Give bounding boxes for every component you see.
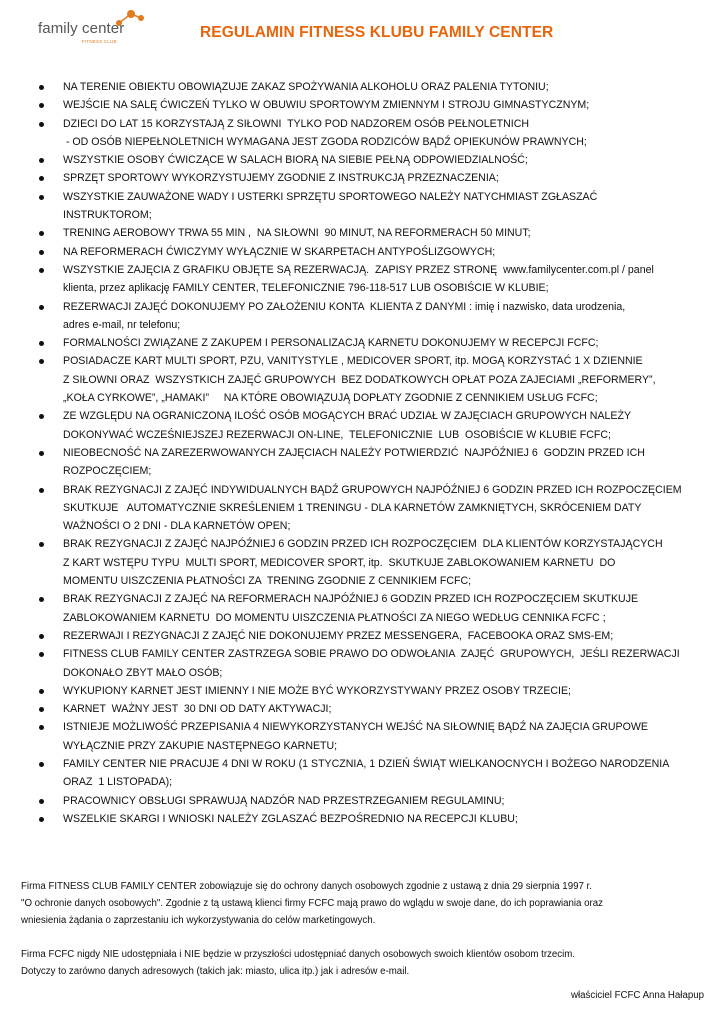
rule-item [35, 444, 701, 481]
rule-item [35, 352, 701, 407]
privacy-line: Firma FCFC nigdy NIE udostępniała i NIE będzie w przyszłości udostępniać danych osobowych swoich klientów osobom trzecim. [21, 949, 576, 960]
rule-text: WYŁĄCZNIE PRZY ZAKUPIE NASTĘPNEGO KARNETU; [63, 739, 338, 752]
rule-item [35, 188, 701, 225]
rule-item [35, 627, 701, 645]
rule-text: DOKONYWAĆ WCZEŚNIEJSZEJ REZERWACJI ON-LINE, TELEFONICZNIE LUB OSOBIŚCIE W KLUBIE FCFC; [63, 428, 611, 441]
privacy-notice [21, 878, 711, 980]
rule-item [35, 792, 701, 810]
rule-item [35, 78, 701, 96]
rule-text: ORAZ 1 LISTOPADA); [63, 776, 173, 789]
rule-text: BRAK REZYGNACJI Z ZAJĘĆ INDYWIDUALNYCH BĄDŹ GRUPOWYCH NAJPÓŹNIEJ 6 GODZIN PRZED ICH ROZPOCZĘCIEM [63, 483, 682, 496]
rule-text: Z KART WSTĘPU TYPU MULTI SPORT, MEDICOVER SPORT, itp. SKUTKUJE ZABLOKOWANIEM KARNETU DO [63, 556, 616, 569]
page-title: REGULAMIN FITNESS KLUBU FAMILY CENTER [200, 24, 554, 41]
logo-text: family center [38, 20, 125, 37]
rule-text: WAŻNOŚCI O 2 DNI - DLA KARNETÓW OPEN; [63, 520, 291, 533]
rule-text: ROZPOCZĘCIEM; [63, 465, 152, 478]
rule-text: NIEOBECNOŚĆ NA ZAREZERWOWANYCH ZAJĘCIACH NALEŻY POTWIERDZIĆ NAJPÓŹNIEJ 6 GODZIN PRZED ICH [63, 446, 645, 459]
rule-text: REZERWACJI ZAJĘĆ DOKONUJEMY PO ZAŁOŻENIU KONTA KLIENTA Z DANYMI : imię i nazwisko, data urodzenia, [63, 300, 626, 313]
rule-item [35, 224, 701, 242]
rule-item [35, 169, 701, 187]
rule-text: POSIADACZE KART MULTI SPORT, PZU, VANITYSTYLE , MEDICOVER SPORT, itp. MOGĄ KORZYSTAĆ 1 X DZIENNIE [63, 355, 643, 368]
rule-item [35, 481, 701, 536]
rule-text: INSTRUKTOROM; [63, 209, 152, 222]
rule-text: WSZELKIE SKARGI I WNIOSKI NALEŻY ZGLASZAĆ BEZPOŚREDNIO NA RECEPCJI KLUBU; [63, 812, 518, 825]
rule-text: TRENING AEROBOWY TRWA 55 MIN , NA SIŁOWNI 90 MINUT, NA REFORMERACH 50 MINUT; [63, 227, 531, 240]
rule-text: FAMILY CENTER NIE PRACUJE 4 DNI W ROKU (1 STYCZNIA, 1 DZIEŃ ŚWIĄT WIELKANOCNYCH I BOŻEGO NARODZENIA [63, 757, 670, 770]
rule-item [35, 334, 701, 352]
rule-text: ZE WZGLĘDU NA OGRANICZONĄ ILOŚĆ OSÓB MOGĄCYCH BRAĆ UDZIAŁ W ZAJĘCIACH GRUPOWYCH NALEŻY [63, 410, 632, 423]
rule-text: PRACOWNICY OBSŁUGI SPRAWUJĄ NADZÓR NAD PRZESTRZEGANIEM REGULAMINU; [63, 794, 505, 807]
rule-text: - OD OSÓB NIEPEŁNOLETNICH WYMAGANA JEST ZGODA RODZICÓW BĄDŹ OPIEKUNÓW PRAWNYCH; [63, 135, 587, 148]
rule-text: ISTNIEJE MOŻLIWOŚĆ PRZEPISANIA 4 NIEWYKORZYSTANYCH WEJŚĆ NA SIŁOWNIĘ BĄDŹ NA ZAJĘCIA GRUPOWE [63, 721, 648, 734]
rule-text: WSZYSTKIE ZAJĘCIA Z GRAFIKU OBJĘTE SĄ REZERWACJĄ. ZAPISY PRZEZ STRONĘ www.familycenter.com.pl / panel [63, 263, 654, 276]
rule-text: SKUTKUJE AUTOMATYCZNIE SKREŚLENIEM 1 TRENINGU - DLA KARNETÓW ZAMKNIĘTYCH, SKRÓCENIEM DATY [63, 501, 642, 514]
rule-item [35, 243, 701, 261]
rule-text: Z SIŁOWNI ORAZ WSZYSTKICH ZAJĘĆ GRUPOWYCH BEZ DODATKOWYCH OPŁAT POZA ZAJECIAMI „REFORMERY”, [63, 373, 656, 386]
rule-item [35, 298, 701, 335]
rule-item [35, 151, 701, 169]
signature: właściciel FCFC Anna Hałapup [571, 990, 704, 1001]
rule-item [35, 96, 701, 114]
rule-item [35, 407, 701, 444]
logo [38, 8, 148, 48]
rule-text: FITNESS CLUB FAMILY CENTER ZASTRZEGA SOBIE PRAWO DO ODWOŁANIA ZAJĘĆ GRUPOWYCH, JEŚLI REZERWACJI [63, 648, 680, 661]
rule-item [35, 718, 701, 755]
rule-text: SPRZĘT SPORTOWY WYKORZYSTUJEMY ZGODNIE Z INSTRUKCJĄ PRZEZNACZENIA; [63, 172, 499, 185]
rule-item [35, 645, 701, 682]
rule-text: WEJŚCIE NA SALĘ ĆWICZEŃ TYLKO W OBUWIU SPORTOWYM ZMIENNYM I STROJU GIMNASTYCZNYM; [63, 99, 590, 112]
rule-item [35, 810, 701, 828]
rule-text: ZABLOKOWANIEM KARNETU DO MOMENTU UISZCZENIA PŁATNOŚCI ZA NIEGO WEDŁUG CENNIKA FCFC ; [63, 611, 606, 624]
rule-text: DOKONAŁO ZBYT MAŁO OSÓB; [63, 666, 223, 679]
rule-text: NA TERENIE OBIEKTU OBOWIĄZUJE ZAKAZ SPOŻYWANIA ALKOHOLU ORAZ PALENIA TYTONIU; [63, 81, 549, 93]
rule-text: DZIECI DO LAT 15 KORZYSTAJĄ Z SIŁOWNI TYLKO POD NADZOREM OSÓB PEŁNOLETNICH [63, 117, 530, 130]
rule-text: WYKUPIONY KARNET JEST IMIENNY I NIE MOŻE BYĆ WYKORZYSTYWANY PRZEZ OSOBY TRZECIE; [63, 684, 571, 697]
rule-item [35, 755, 701, 792]
privacy-line [21, 929, 711, 946]
rule-text: KARNET WAŻNY JEST 30 DNI OD DATY AKTYWACJI; [63, 703, 332, 716]
rule-text: REZERWAJI I REZYGNACJI Z ZAJĘĆ NIE DOKONUJEMY PRZEZ MESSENGERA, FACEBOOKA ORAZ SMS-EM; [63, 629, 614, 642]
rule-text: klienta, przez aplikację FAMILY CENTER, TELEFONICZNIE 796-118-517 LUB OSOBIŚCIE W KLUBIE; [63, 282, 549, 295]
rule-text: BRAK REZYGNACJI Z ZAJĘĆ NAJPÓŹNIEJ 6 GODZIN PRZED ICH ROZPOCZĘCIEM DLA KLIENTÓW KORZYSTAJĄCYCH [63, 538, 663, 551]
privacy-line: wniesienia żądania o zaprzestaniu ich wykorzystywania do celów marketingowych. [21, 915, 376, 926]
rule-text: FORMALNOŚCI ZWIĄZANE Z ZAKUPEM I PERSONALIZACJĄ KARNETU DOKONUJEMY W RECEPCJI FCFC; [63, 337, 599, 350]
rule-text: MOMENTU UISZCZENIA PŁATNOŚCI ZA TRENING ZGODNIE Z CENNIKIEM FCFC; [63, 575, 472, 588]
rule-item [35, 590, 701, 627]
logo-subtext: FITNESS CLUB [82, 39, 117, 44]
rule-item [35, 535, 701, 590]
rule-item [35, 115, 701, 152]
rule-text: WSZYSTKIE OSOBY ĆWICZĄCE W SALACH BIORĄ NA SIEBIE PEŁNĄ ODPOWIEDZIALNOŚĆ; [63, 154, 528, 167]
rule-item [35, 682, 701, 700]
privacy-line: Dotyczy to zarówno danych adresowych (takich jak: miasto, ulica itp.) jak i adresów e-mail. [21, 966, 410, 977]
rule-text: BRAK REZYGNACJI Z ZAJĘĆ NA REFORMERACH NAJPÓŹNIEJ 6 GODZIN PRZED ICH ROZPOCZĘCIEM SKUTKUJE [63, 593, 639, 606]
rule-text: „KOŁA CYRKOWE”, „HAMAKI” NA KTÓRE OBOWIĄZUJĄ DOPŁATY ZGODNIE Z CENNIKIEM USŁUG FCFC; [63, 392, 598, 405]
rules-list [35, 78, 701, 828]
rule-item [35, 700, 701, 718]
rule-text: adres e-mail, nr telefonu; [63, 318, 181, 331]
rule-text: NA REFORMERACH ĆWICZYMY WYŁĄCZNIE W SKARPETACH ANTYPOŚLIZGOWYCH; [63, 245, 496, 258]
privacy-line: Firma FITNESS CLUB FAMILY CENTER zobowiązuje się do ochrony danych osobowych zgodnie z ustawą z dnia 29 sierpnia 1997 r. [21, 881, 592, 892]
rule-text: WSZYSTKIE ZAUWAŻONE WADY I USTERKI SPRZĘTU SPORTOWEGO NALEŻY NATYCHMIAST ZGŁASZAĆ [63, 190, 598, 203]
rule-item [35, 261, 701, 298]
privacy-line: "O ochronie danych osobowych". Zgodnie z tą ustawą klienci firmy FCFC mają prawo do wglądu w swoje dane, do ich poprawiania oraz [21, 898, 603, 909]
